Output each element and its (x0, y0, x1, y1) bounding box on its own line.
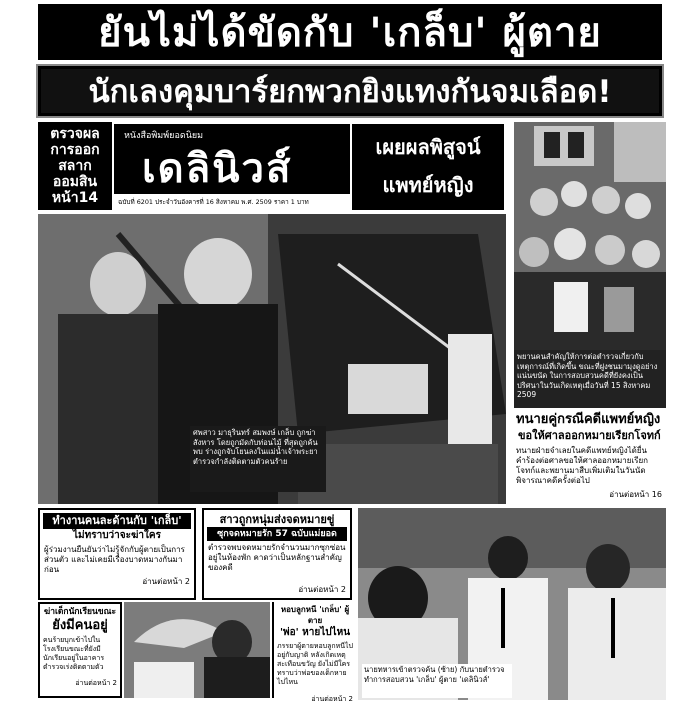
lottery-line: ตรวจผล (50, 126, 100, 142)
girl-story-title: สาวถูกหนุ่มส่งจดหมายขู่ (219, 513, 335, 526)
masthead-slogan: หนังสือพิมพ์ยอดนิยม (124, 131, 204, 141)
lottery-line: หน้า14 (51, 190, 99, 206)
girl-story (202, 508, 352, 600)
officials-caption-text: นายทหารเข้าตรวจค้น (ซ้าย) กับนายตำรวจทำการสอบสวน 'เกล็บ' ผู้ตาย 'เดลินิวส์' (364, 665, 505, 684)
lottery-line: ออมสิน (52, 174, 98, 190)
witness-story-title: ทำงานคนละด้านกับ 'เกล็บ' (43, 513, 191, 529)
father-story (272, 602, 356, 703)
witness-story (38, 508, 196, 600)
girl-story-body: ตำรวจพบจดหมายรักจำนวนมากซุกซ่อนอยู่ในห้องพัก คาดว่าเป็นหลักฐานสำคัญของคดี (208, 543, 346, 572)
school-story-subtitle: ยังมีคนอยู่ (52, 618, 108, 633)
lawyer-story-body: ทนายฝ่ายจำเลยในคดีแพทย์หญิงได้ยื่นคำร้องต่อศาลขอให้ศาลออกหมายเรียกโจทก์และพยานมาสืบเพิ่มเติมในวันนัดพิจารณาคดีครั้งต่อไป (516, 446, 648, 485)
autopsy-box[interactable] (352, 124, 504, 210)
headline-sub (38, 66, 662, 116)
witness-story-body: ผู้ร่วมงานยืนยันว่าไม่รู้จักกับผู้ตายเป็นการส่วนตัว และไม่เคยมีเรื่องบาดหมางกันมาก่อน (44, 545, 185, 574)
lawyer-story-title: ทนายคู่กรณีคดีแพทย์หญิง (516, 412, 661, 427)
school-story-continued[interactable]: อ่านต่อหน้า 2 (75, 679, 117, 687)
school-story-title: ฆ่าเด็กนักเรียนขณะ (43, 607, 117, 617)
masthead-title: เดลินิวส์ (142, 145, 293, 192)
lawyer-story-subtitle: ขอให้ศาลออกหมายเรียกโจทก์ (518, 429, 661, 442)
school-story (38, 602, 122, 698)
officials-photo-caption (362, 664, 512, 698)
father-story-continued[interactable]: อ่านต่อหน้า 2 (311, 695, 353, 703)
father-story-title: หอบลูกหนี 'เกล็บ' ผู้ตาย (280, 605, 350, 625)
headline-top (38, 4, 662, 60)
lottery-line: สลาก (58, 158, 92, 174)
father-story-subtitle: 'พ่อ' หายไปไหน (279, 627, 351, 638)
main-photo-caption (190, 426, 326, 492)
masthead-dateline: ฉบับที่ 6201 ประจำวันอังคารที่ 16 สิงหาคม พ.ศ. 2509 ราคา 1 บาท (114, 194, 350, 210)
lawyer-story-continued[interactable]: อ่านต่อหน้า 16 (609, 490, 662, 499)
school-story-body: คนร้ายบุกเข้าไปในโรงเรียนขณะที่ยังมีนักเรียนอยู่ในอาคาร ตำรวจเร่งติดตามตัว (43, 636, 105, 671)
lottery-box[interactable] (38, 122, 112, 210)
crowd-image (514, 122, 666, 350)
umbrella-photo (124, 602, 270, 698)
crowd-photo (514, 122, 666, 350)
main-caption-text: ศพสาว มาธุรินทร์ สมพงษ์ เกล็บ ถูกฆ่าสังหาร โดยถูกมัดกับท่อนไม้ ที่สุดถูกค้นพบ ร่างถูกจับโยนลงในแม่น้ำเจ้าพระยา ตำรวจกำลังติดตามตัวคนร้าย (193, 428, 318, 466)
autopsy-line: แพทย์หญิง (382, 173, 474, 197)
lottery-line: การออก (50, 142, 100, 158)
witness-story-continued[interactable]: อ่านต่อหน้า 2 (142, 577, 190, 586)
girl-story-continued[interactable]: อ่านต่อหน้า 2 (298, 585, 346, 594)
headline-sub-text: นักเลงคุมบาร์ยกพวกยิงแทงกันจมเลือด! (88, 74, 612, 110)
autopsy-line: เผยผลพิสูจน์ (375, 135, 481, 159)
witness-story-subtitle: ไม่ทราบว่าจะฆ่าใคร (73, 530, 161, 541)
masthead (114, 124, 350, 210)
headline-top-text: ยันไม่ได้ขัดกับ 'เกล็บ' ผู้ตาย (98, 10, 602, 56)
crowd-caption-text: พยานคนสำคัญให้การต่อตำรวจเกี่ยวกับเหตุการณ์ที่เกิดขึ้น ขณะที่ฝูงชนมามุงดูอย่างแน่นขนัด ในการสอบสวนคดีที่ยังคงเป็นปริศนาในวันเกิดเหตุเมื่อวันที่ 15 สิงหาคม 2509 (517, 352, 658, 399)
girl-story-subtitle: ซุกจดหมายรัก 57 ฉบับแม่ยอด (207, 527, 347, 541)
umbrella-image (124, 602, 270, 698)
crowd-photo-caption (514, 350, 666, 408)
father-story-body: ภรรยาผู้ตายหอบลูกหนีไปอยู่กับญาติ หลังเกิดเหตุสะเทือนขวัญ ยังไม่มีใครทราบว่าพ่อของเด็กหายไปไหน (277, 642, 353, 686)
lawyer-story (512, 410, 666, 506)
